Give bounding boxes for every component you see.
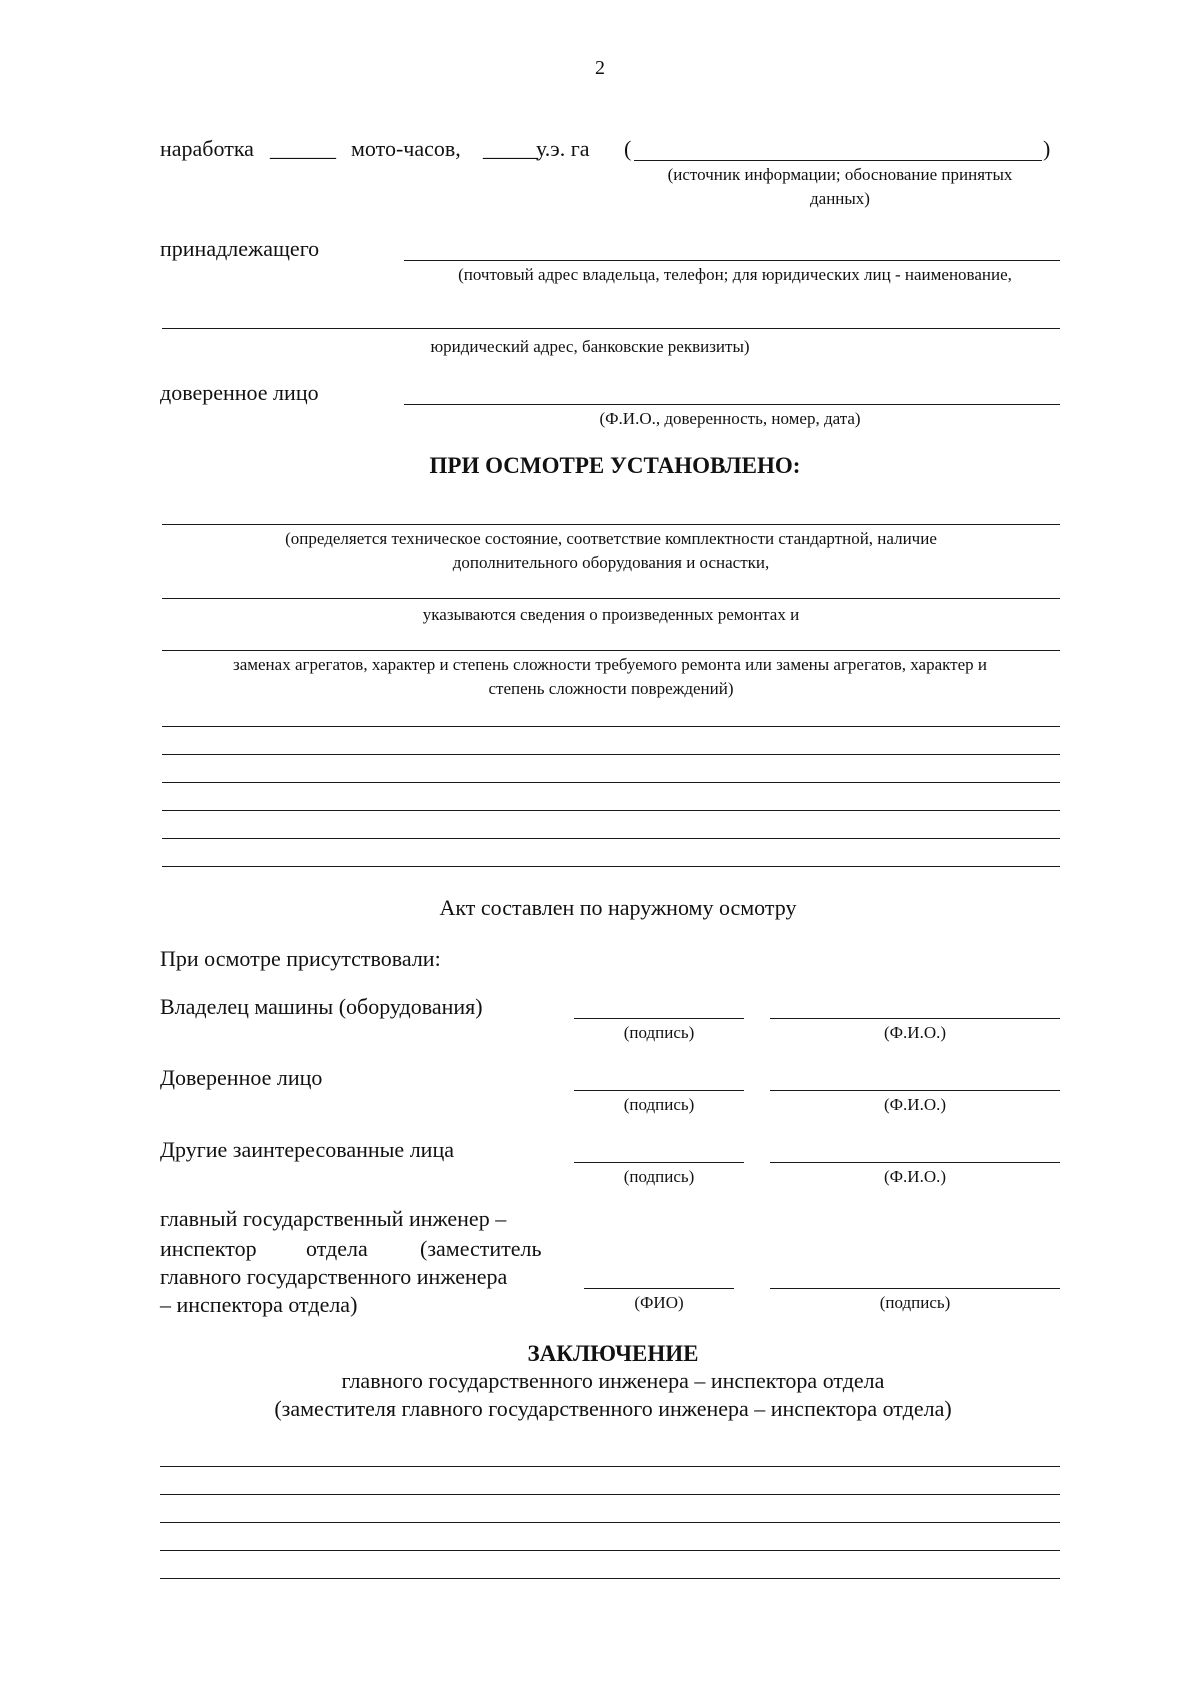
chief-engineer-line-2c: (заместитель (420, 1236, 542, 1261)
inspection-hint-1a: (определяется техническое состояние, соответствие комплектности стандартной, наличие (285, 529, 937, 548)
proxy-signature-caption: (подпись) (623, 1095, 695, 1114)
other-parties-name-caption: (Ф.И.О.) (883, 1167, 947, 1186)
inspection-blank-line[interactable] (162, 866, 1060, 867)
chief-engineer-line-2b: отдела (306, 1236, 368, 1261)
conclusion-blank-line[interactable] (160, 1578, 1060, 1579)
info-source-hint-2: данных) (810, 189, 870, 208)
proxy-field[interactable] (404, 404, 1060, 405)
owner-signatory-label: Владелец машины (оборудования) (160, 994, 483, 1019)
owner-field[interactable] (404, 260, 1060, 261)
conclusion-blank-line[interactable] (160, 1522, 1060, 1523)
owner-signature-caption: (подпись) (623, 1023, 695, 1042)
moto-hours-label: мото-часов, (351, 136, 461, 161)
proxy-signature-field[interactable] (574, 1090, 744, 1091)
proxy-signatory-label: Доверенное лицо (160, 1065, 323, 1090)
ue-blank[interactable]: _____ (483, 136, 538, 161)
conclusion-blank-line[interactable] (160, 1550, 1060, 1551)
chief-engineer-signature-field[interactable] (770, 1288, 1060, 1289)
inspection-line-2[interactable] (162, 598, 1060, 599)
conclusion-subtitle-1: главного государственного инженера – инспектора отдела (341, 1368, 885, 1393)
inspection-line-3[interactable] (162, 650, 1060, 651)
owner-name-field[interactable] (770, 1018, 1060, 1019)
info-source-hint-1: (источник информации; обоснование принятых (667, 165, 1013, 184)
conclusion-blank-line[interactable] (160, 1466, 1060, 1467)
owner-name-caption: (Ф.И.О.) (883, 1023, 947, 1042)
owner-field-2[interactable] (162, 328, 1060, 329)
conclusion-subtitle-2: (заместителя главного государственного инженера – инспектора отдела) (274, 1396, 952, 1421)
chief-engineer-line-2a: инспектор (160, 1236, 257, 1261)
other-parties-signature-field[interactable] (574, 1162, 744, 1163)
inspection-blank-line[interactable] (162, 726, 1060, 727)
inspection-blank-line[interactable] (162, 810, 1060, 811)
runtime-label: наработка (160, 136, 254, 161)
chief-engineer-name-field[interactable] (584, 1288, 734, 1289)
inspection-blank-line[interactable] (162, 782, 1060, 783)
chief-engineer-line-3: главного государственного инженера (160, 1264, 508, 1289)
inspection-hint-1b: дополнительного оборудования и оснастки, (452, 553, 770, 572)
chief-engineer-line-1: главный государственный инженер – (160, 1206, 507, 1231)
chief-engineer-signature-caption: (подпись) (879, 1293, 951, 1312)
info-source-field[interactable] (634, 160, 1042, 161)
proxy-hint: (Ф.И.О., доверенность, номер, дата) (599, 409, 861, 428)
moto-hours-blank[interactable]: ______ (270, 136, 336, 161)
inspection-blank-line[interactable] (162, 838, 1060, 839)
conclusion-blank-line[interactable] (160, 1494, 1060, 1495)
ue-label: у.э. га (536, 136, 590, 161)
other-parties-label: Другие заинтересованные лица (160, 1137, 454, 1162)
proxy-label: доверенное лицо (160, 380, 319, 405)
paren-open: ( (624, 136, 632, 161)
inspection-hint-3b: степень сложности повреждений) (488, 679, 734, 698)
act-statement: Акт составлен по наружному осмотру (439, 895, 797, 920)
owner-hint-1: (почтовый адрес владельца, телефон; для юридических лиц - наименование, (458, 265, 1012, 284)
proxy-name-caption: (Ф.И.О.) (883, 1095, 947, 1114)
inspection-blank-line[interactable] (162, 754, 1060, 755)
other-parties-name-field[interactable] (770, 1162, 1060, 1163)
inspection-hint-2: указываются сведения о произведенных ремонтах и (422, 605, 800, 624)
page-number: 2 (595, 57, 605, 79)
proxy-name-field[interactable] (770, 1090, 1060, 1091)
inspection-line-1[interactable] (162, 524, 1060, 525)
owner-label: принадлежащего (160, 236, 320, 261)
chief-engineer-name-caption: (ФИО) (634, 1293, 684, 1312)
paren-close: ) (1043, 136, 1051, 161)
inspection-heading: ПРИ ОСМОТРЕ УСТАНОВЛЕНО: (429, 453, 801, 478)
conclusion-heading: ЗАКЛЮЧЕНИЕ (527, 1341, 699, 1366)
owner-hint-2: юридический адрес, банковские реквизиты) (430, 337, 750, 356)
owner-signature-field[interactable] (574, 1018, 744, 1019)
chief-engineer-line-4: – инспектора отдела) (160, 1292, 358, 1317)
inspection-hint-3a: заменах агрегатов, характер и степень сложности требуемого ремонта или замены агрегатов, характер и (232, 655, 988, 674)
other-parties-signature-caption: (подпись) (623, 1167, 695, 1186)
present-title: При осмотре присутствовали: (160, 946, 441, 971)
